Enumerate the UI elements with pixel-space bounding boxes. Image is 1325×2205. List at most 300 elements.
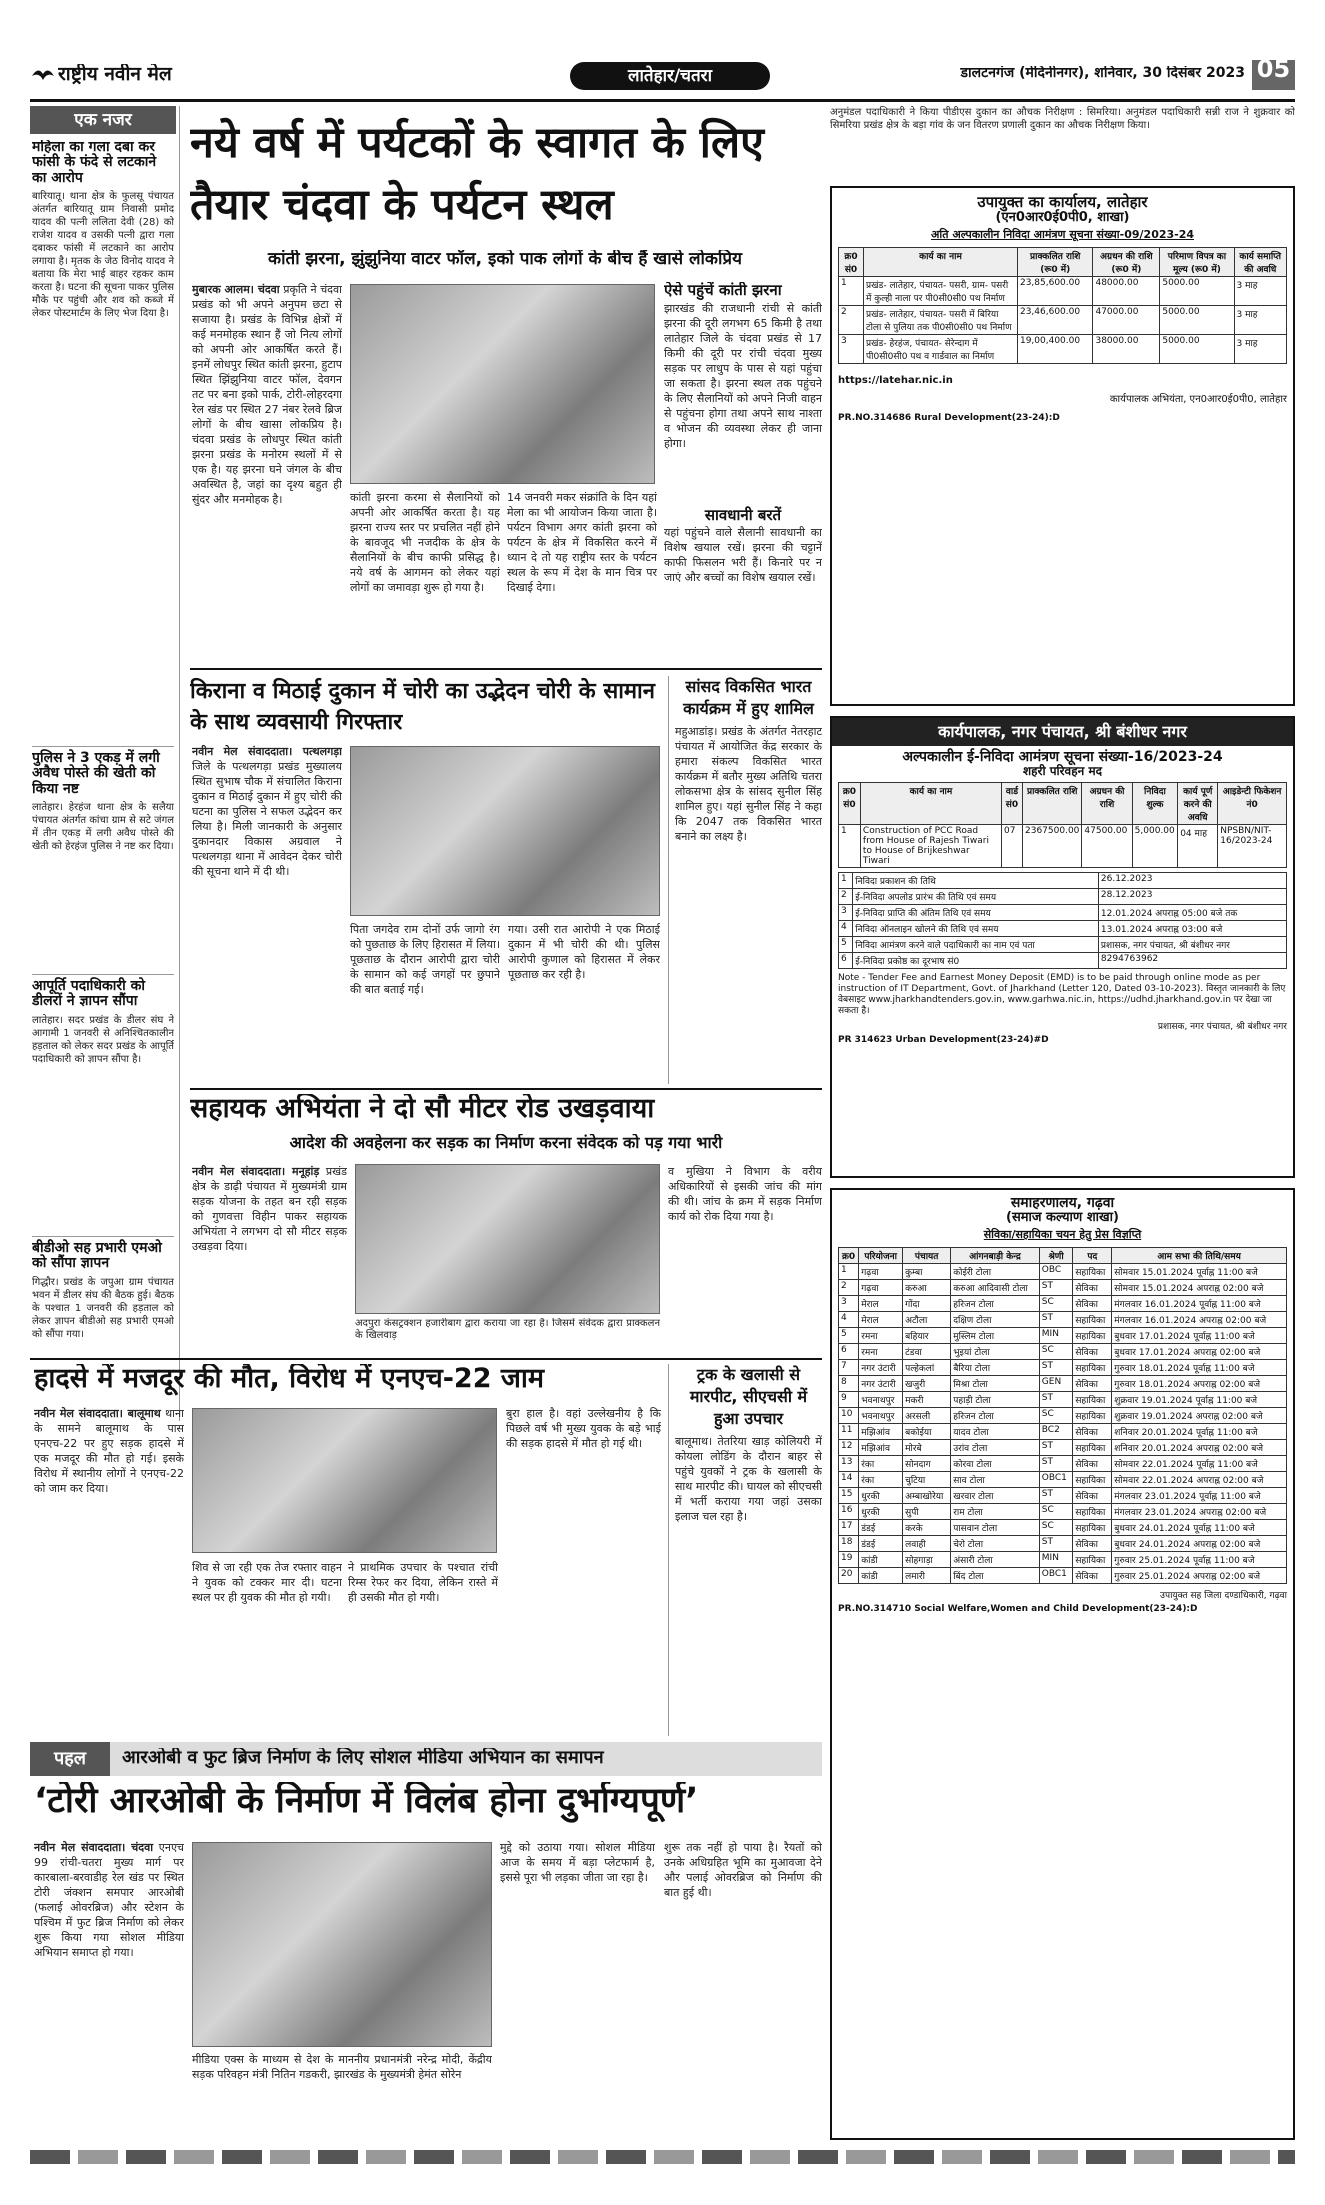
table-cell: कांडी bbox=[859, 1567, 903, 1583]
table-cell: 8 bbox=[839, 1375, 859, 1391]
table-cell: ST bbox=[1039, 1311, 1073, 1327]
table-cell: लमारी bbox=[903, 1567, 951, 1583]
table-cell: ST bbox=[1039, 1359, 1073, 1375]
sidebar-body: झारखंड की राजधानी रांची से कांती झरना की दूरी लगभग 65 किमी है तथा लातेहार जिले के चंदवा प्रखंड से 17 किमी की दूरी पर रांची चंदवा मुख्य सड़क पर लाधुप के पास से यहां पहुंचा जा सकता है। झरना स्थल तक पहुंचने के लिए सैलानियों को अपने निजी वाहन से पहुंचना होगा तथा अपने साथ नाश्ता व भोजन की व्यवस्था लेकर ही जाना होगा। bbox=[664, 301, 822, 450]
table-cell: 12.01.2024 अपराह्न 05:00 बजे तक bbox=[1098, 905, 1286, 921]
pr-number: PR.NO.314710 Social Welfare,Women and Child Development(23-24):D bbox=[838, 1603, 1198, 1614]
table-cell: गोंदा bbox=[903, 1295, 951, 1311]
pahal-body3: शुरू तक नहीं हो पाया है। रैयतों को उनके अधिग्रहित भूमि का मुआवजा देने और पलाई ओवरब्रिज को निर्माण की बात हुई थी। bbox=[664, 1841, 822, 1899]
table-cell: मझिआंव bbox=[859, 1423, 903, 1439]
table-cell: हरिजन टोला bbox=[951, 1295, 1040, 1311]
table-cell: भवनाथपुर bbox=[859, 1407, 903, 1423]
table-cell: रंका bbox=[859, 1455, 903, 1471]
table-cell: 26.12.2023 bbox=[1098, 873, 1286, 889]
table-cell: शुक्रवार 19.01.2024 अपराह्न 02:00 बजे bbox=[1112, 1407, 1287, 1423]
table-cell: 23,46,600.00 bbox=[1017, 305, 1093, 334]
table-cell: मझिआंव bbox=[859, 1439, 903, 1455]
divider bbox=[190, 1088, 822, 1090]
theft-body2: पिता जगदेव राम दोनों उर्फ जागो रंग को पुछताछ के लिए हिरासत में लिया। पूछताछ के दौरान आरोपी द्वारा चोरी के सामान को कई जगहों पर छुपाने की बात बताई गई। bbox=[350, 923, 500, 996]
table-cell: कोरवा टोला bbox=[951, 1455, 1040, 1471]
table-cell: 3 माह bbox=[1234, 305, 1287, 334]
table-header: कार्य का नाम bbox=[860, 783, 1001, 825]
table-cell: 2367500.00 bbox=[1023, 825, 1082, 868]
truck-story bbox=[668, 1364, 822, 1736]
table-cell: शनिवार 20.01.2024 पूर्वाह्न 11:00 बजे bbox=[1112, 1423, 1287, 1439]
table-cell: दक्षिण टोला bbox=[951, 1311, 1040, 1327]
table-cell: डंडई bbox=[859, 1535, 903, 1551]
table-cell: बुधवार 24.01.2024 अपराह्न 02:00 बजे bbox=[1112, 1535, 1287, 1551]
table-cell: भवनाथपुर bbox=[859, 1391, 903, 1407]
pahal-strapline: आरओबी व फुट ब्रिज निर्माण के लिए सोशल मीडिया अभियान का समापन bbox=[122, 1748, 604, 1768]
table-cell: यादव टोला bbox=[951, 1423, 1040, 1439]
table-row bbox=[839, 305, 1287, 334]
ad-top-lead: अनुमंडल पदाधिकारी ने किया पीडीएस दुकान का औचक निरीक्षण : सिमरिया। अनुमंडल पदाधिकारी सन्नी राज ने शुक्रवार को सिमरिया प्रखंड क्षेत्र के बड़ा गांव के जन वितरण प्रणाली दुकान का औचक निरीक्षण किया। bbox=[830, 107, 1295, 131]
table-cell: 5 bbox=[839, 1327, 859, 1343]
table-cell: 19 bbox=[839, 1551, 859, 1567]
table-cell: सेविका bbox=[1073, 1567, 1112, 1583]
table-cell: शनिवार 20.01.2024 अपराह्न 02:00 बजे bbox=[1112, 1439, 1287, 1455]
table-row bbox=[839, 937, 1287, 953]
table-row bbox=[839, 1311, 1287, 1327]
lead-body2: कांती झरना करमा से सैलानियों को अपनी ओर आकर्षित करता है। यह झरना राज्य स्तर पर प्रचलित नहीं होने के बावजूद भी नजदीक के क्षेत्र के सैलानियों के बीच काफी प्रसिद्ध है। नये वर्ष के आगमन को लेकर यहां लोगों का जमावड़ा शुरू हो गया है। bbox=[350, 491, 500, 594]
signature: प्रशासक, नगर पंचायत, श्री बंशीधर नगर bbox=[1157, 1022, 1287, 1033]
accident-photo bbox=[192, 1408, 497, 1553]
pahal-photo bbox=[192, 1842, 492, 2047]
office-name: उपायुक्त का कार्यालय, लातेहार bbox=[977, 193, 1148, 211]
theft-body3: गया। उसी रात आरोपी ने एक मिठाई दुकान में भी चोरी की थी। पुलिस आरोपी कुणाल को हिरासत में लेकर पूछताछ कर रही है। bbox=[508, 923, 660, 981]
table-header: परिमाण विपत्र का मूल्य (रू0 में) bbox=[1160, 247, 1234, 276]
table-cell: डंडई bbox=[859, 1519, 903, 1535]
lead-subhead: कांती झरना, झुंझुनिया वाटर फॉल, इको पाक लोगों के बीच हैं खासे लोकप्रिय bbox=[268, 250, 742, 269]
table-row bbox=[839, 889, 1287, 905]
table-cell: SC bbox=[1039, 1295, 1073, 1311]
page-number: 05 bbox=[1252, 60, 1295, 90]
table-cell: 3 bbox=[839, 1295, 859, 1311]
table-cell: BC2 bbox=[1039, 1423, 1073, 1439]
table-cell: 6 bbox=[839, 953, 853, 969]
table-cell: खजुरी bbox=[903, 1375, 951, 1391]
table-cell: सोमवार 15.01.2024 अपराह्न 02:00 बजे bbox=[1112, 1279, 1287, 1295]
lead-byline: मुबारक आलम। चंदवा bbox=[192, 283, 280, 296]
pahal-byline: नवीन मेल संवाददाता। चंदवा bbox=[34, 1841, 154, 1854]
table-cell: सेविका bbox=[1073, 1343, 1112, 1359]
item-title: आपूर्ति पदाधिकारी को डीलरों ने ज्ञापन सौंपा bbox=[32, 978, 145, 1010]
recruitment-ad-garhwa bbox=[830, 1188, 1295, 2140]
table-cell: 4 bbox=[839, 921, 853, 937]
table-cell: मिश्रा टोला bbox=[951, 1375, 1040, 1391]
table-cell: पल्हेकलां bbox=[903, 1359, 951, 1375]
table-cell: निविदा प्रकाशन की तिथि bbox=[853, 873, 1099, 889]
table-cell: 13 bbox=[839, 1455, 859, 1471]
table-cell: कोईरी टोला bbox=[951, 1263, 1040, 1279]
table-cell: 1 bbox=[839, 873, 853, 889]
table-cell: साव टोला bbox=[951, 1471, 1040, 1487]
table-cell: 5000.00 bbox=[1160, 334, 1234, 363]
table-cell: सेविका bbox=[1073, 1375, 1112, 1391]
table-row bbox=[839, 825, 1287, 868]
table-header: प्राक्कलित राशि bbox=[1023, 783, 1082, 825]
divider bbox=[190, 668, 822, 670]
table-cell: ST bbox=[1039, 1535, 1073, 1551]
table-cell: SC bbox=[1039, 1343, 1073, 1359]
table-cell: 1 bbox=[839, 1263, 859, 1279]
table-cell: अटौला bbox=[903, 1311, 951, 1327]
table-cell: 5000.00 bbox=[1160, 305, 1234, 334]
table-row bbox=[839, 921, 1287, 937]
table-cell: MIN bbox=[1039, 1327, 1073, 1343]
table-cell: सेविका bbox=[1073, 1455, 1112, 1471]
mp-body: महुआडांड़। प्रखंड के अंतर्गत नेतरहाट पंचायत में आयोजित केंद्र सरकार के हमारा संकल्प विकसित भारत कार्यक्रम में बतौर मुख्य अतिथि चतरा लोकसभा क्षेत्र के सांसद सुनील सिंह शामिल हुए। यहां सुनील सिंह ने कहा कि 2047 तक विकसित भारत बनाने का लक्ष्य है। bbox=[675, 725, 822, 843]
table-cell: 2 bbox=[839, 305, 864, 334]
table-cell: 5,000.00 bbox=[1132, 825, 1178, 868]
lead-headline: नये वर्ष में पर्यटकों के स्वागत के लिए तैयार चंदवा के पर्यटन स्थल bbox=[190, 118, 764, 230]
table-cell: ई-निविदा प्राप्ति की अंतिम तिथि एवं समय bbox=[853, 905, 1099, 921]
pahal-headline: ‘टोरी आरओबी के निर्माण में विलंब होना दुर्भाग्यपूर्ण’ bbox=[34, 1782, 699, 1821]
theft-headline: किराना व मिठाई दुकान में चोरी का उद्भेदन चोरी के सामान के साथ व्यवसायी गिरफ्तार bbox=[190, 679, 655, 735]
table-cell: धुरकी bbox=[859, 1487, 903, 1503]
table-cell: सहायिका bbox=[1073, 1327, 1112, 1343]
table-row bbox=[839, 1279, 1287, 1295]
pr-number: PR.NO.314686 Rural Development(23-24):D bbox=[838, 412, 1060, 423]
tender-note: Note - Tender Fee and Earnest Money Deposit (EMD) is to be paid through online mode as per instruction of IT Department, Govt. of Jharkhand (Letter 120, Dated 03-10-2023). विस्तृत जानकारी के लिए वेबसाइट www.jharkhandtenders.gov.in, www.garhwa.nic.in, https://udhd.jharkhand.gov.in पर देखा जा सकता है। bbox=[838, 973, 1286, 1017]
table-cell: 3 माह bbox=[1234, 334, 1287, 363]
lead-photo bbox=[350, 284, 655, 484]
pahal-body2: मुद्दे को उठाया गया। सोशल मीडिया आज के समय में बड़ा प्लेटफार्म है, इससे पूरा भी लड़का जीता जा रहा है। bbox=[500, 1841, 655, 1884]
table-row bbox=[839, 1327, 1287, 1343]
table-cell: 1 bbox=[839, 276, 864, 305]
table-cell: बिंद टोला bbox=[951, 1567, 1040, 1583]
table-header: प्राक्कलित राशि (रू0 में) bbox=[1017, 247, 1093, 276]
table-header: क्र0 सं0 bbox=[839, 783, 861, 825]
table-cell: अम्बाखोरेया bbox=[903, 1487, 951, 1503]
table-row bbox=[839, 334, 1287, 363]
table-cell: गुरुवार 18.01.2024 पूर्वाह्न 11:00 बजे bbox=[1112, 1359, 1287, 1375]
table-cell: 47000.00 bbox=[1093, 305, 1160, 334]
road-body1: प्रखंड क्षेत्र के डाढ़ी पंचायत में मुख्यमंत्री ग्राम सड़क योजना के तहत बन रही सड़क को गुणवत्ता विहीन पाकर सहायक अभियंता ने लगभग दो सौ मीटर सड़क उखड़वा दिया। bbox=[192, 1165, 347, 1253]
table-cell: प्रखंड- हेरहंज, पंचायत- सेरेन्दाग में पी0सी0सी0 पथ व गार्डवाल का निर्माण bbox=[864, 334, 1018, 363]
pahal-caption: मीडिया एक्स के माध्यम से देश के माननीय प्रधानमंत्री नरेन्द्र मोदी, केंद्रीय सड़क परिवहन मंत्री नितिन गडकरी, झारखंड के मुख्यमंत्री हेमंत सोरेन bbox=[192, 2053, 492, 2081]
pahal-strap bbox=[30, 1742, 822, 1776]
table-cell: 10 bbox=[839, 1407, 859, 1423]
table-cell: ST bbox=[1039, 1279, 1073, 1295]
theft-body1: जिले के पत्थलगड़ा प्रखंड मुख्यालय स्थित सुभाष चौक में संचालित किराना दुकान व मिठाई दुकान में हुए चोरी की घटना का पुलिस ने सफल उद्भेदन कर लिया है। मिली जानकारी के अनुसार दुकानदार विकास अग्रवाल ने पत्थलगड़ा थाना में आवेदन देकर चोरी की सूचना थाने में दी थी। bbox=[192, 760, 342, 878]
table-cell: निविदा आमंत्रण करने वाले पदाधिकारी का नाम एवं पता bbox=[853, 937, 1099, 953]
accident-body3: ने प्राथमिक उपचार के पश्चात रांची रिम्स रेफर कर दिया, लेकिन रास्ते में ही उसकी मौत हो गयी। bbox=[348, 1561, 498, 1604]
table-cell: पासवान टोला bbox=[951, 1519, 1040, 1535]
table-header: पंचायत bbox=[903, 1247, 951, 1263]
table-header: कार्य का नाम bbox=[864, 247, 1018, 276]
table-row bbox=[839, 1535, 1287, 1551]
road-subhead: आदेश की अवहेलना कर सड़क का निर्माण करना संवेदक को पड़ गया भारी bbox=[289, 1134, 723, 1152]
theft-byline: नवीन मेल संवाददाता। पत्थलगड़ा bbox=[192, 745, 342, 758]
office-branch: (एन0आर0ई0पी0, शाखा) bbox=[995, 209, 1130, 225]
truck-headline: ट्रक के खलासी से मारपीट, सीएचसी में हुआ उपचार bbox=[689, 1365, 808, 1428]
signature: उपायुक्त सह जिला दण्डाधिकारी, गढ़वा bbox=[1160, 1590, 1287, 1601]
table-cell: बहियार bbox=[903, 1327, 951, 1343]
table-cell: 48000.00 bbox=[1093, 276, 1160, 305]
mp-story bbox=[668, 676, 822, 1084]
pahal-tag: पहल bbox=[30, 1742, 110, 1776]
table-cell: भुइयां टोला bbox=[951, 1343, 1040, 1359]
accident-byline: नवीन मेल संवाददाता। बालूमाथ bbox=[34, 1407, 161, 1420]
table-cell: बुधवार 17.01.2024 पूर्वाह्न 11:00 बजे bbox=[1112, 1327, 1287, 1343]
table-row bbox=[839, 873, 1287, 889]
table-cell: सहायिका bbox=[1073, 1503, 1112, 1519]
notice-sub: शहरी परिवहन मद bbox=[1023, 763, 1102, 778]
table-row bbox=[839, 1375, 1287, 1391]
theft-col1 bbox=[192, 744, 342, 1084]
tender-table bbox=[838, 247, 1287, 364]
table-cell: ST bbox=[1039, 1455, 1073, 1471]
bird-logo-icon bbox=[32, 66, 54, 82]
table-cell: 17 bbox=[839, 1519, 859, 1535]
road-caption: अदपुरा कंसट्रक्शन हजारीबाग द्वारा कराया जा रहा है। जिसमें संवेदक द्वारा प्राक्कलन के खिलवाड़ bbox=[355, 1318, 660, 1341]
table-cell: 47500.00 bbox=[1082, 825, 1132, 868]
item-title: बीडीओ सह प्रभारी एमओ को सौंपा ज्ञापन bbox=[32, 1240, 162, 1272]
accident-body2: शिव से जा रही एक तेज रफ्तार वाहन ने युवक को टक्कर मार दी। घटना स्थल पर ही युवक की मौत हो गयी। bbox=[192, 1561, 342, 1604]
table-cell: कुम्बा bbox=[903, 1263, 951, 1279]
section-tag: लातेहार/चतरा bbox=[570, 62, 770, 90]
table-cell: सेविका bbox=[1073, 1487, 1112, 1503]
table-header: श्रेणी bbox=[1039, 1247, 1073, 1263]
table-row bbox=[839, 1567, 1287, 1583]
table-cell: ई-निविदा अपलोड प्रारंभ की तिथि एवं समय bbox=[853, 889, 1099, 905]
table-header: अग्रधन की राशि (रू0 में) bbox=[1093, 247, 1160, 276]
table-header: परियोजना bbox=[859, 1247, 903, 1263]
table-cell: 12 bbox=[839, 1439, 859, 1455]
table-row bbox=[839, 953, 1287, 969]
table-cell: करुआ आदिवासी टोला bbox=[951, 1279, 1040, 1295]
table-cell: मंगलवार 23.01.2024 पूर्वाह्न 11:00 बजे bbox=[1112, 1487, 1287, 1503]
ek-nazar-item bbox=[32, 140, 174, 660]
tender-ad-latehar bbox=[830, 186, 1295, 706]
tender-ad-nagar bbox=[830, 716, 1295, 1178]
pahal-col1 bbox=[34, 1840, 184, 2140]
accident-headline: हादसे में मजदूर की मौत, विरोध में एनएच-22 जाम bbox=[34, 1364, 545, 1394]
table-cell: मोरबे bbox=[903, 1439, 951, 1455]
table-cell: मकरी bbox=[903, 1391, 951, 1407]
mp-headline: सांसद विकसित भारत कार्यक्रम में हुए शामिल bbox=[683, 677, 814, 718]
table-cell: बुधवार 17.01.2024 अपराह्न 02:00 बजे bbox=[1112, 1343, 1287, 1359]
table-row bbox=[839, 1407, 1287, 1423]
table-row bbox=[839, 1343, 1287, 1359]
table-cell: 8294763962 bbox=[1098, 953, 1286, 969]
table-cell: गुरुवार 25.01.2024 पूर्वाह्न 11:00 बजे bbox=[1112, 1551, 1287, 1567]
road-body2: व मुखिया ने विभाग के वरीय अधिकारियों से इसकी जांच की मांग की थी। जांच के क्रम में सड़क निर्माण कार्य को रोक दिया गया है। bbox=[668, 1165, 822, 1223]
table-cell: OBC bbox=[1039, 1263, 1073, 1279]
table-cell: 5 bbox=[839, 937, 853, 953]
theft-photo bbox=[350, 746, 660, 916]
table-header: वार्ड सं0 bbox=[1001, 783, 1022, 825]
table-cell: 4 bbox=[839, 1311, 859, 1327]
table-cell: राम टोला bbox=[951, 1503, 1040, 1519]
table-row bbox=[839, 905, 1287, 921]
table-row bbox=[839, 1439, 1287, 1455]
table-cell: 9 bbox=[839, 1391, 859, 1407]
table-cell: NPSBN/NIT-16/2023-24 bbox=[1218, 825, 1287, 868]
table-cell: चुटिया bbox=[903, 1471, 951, 1487]
lead-col1 bbox=[192, 282, 342, 662]
table-cell: 04 माह bbox=[1178, 825, 1218, 868]
table-cell: सहायिका bbox=[1073, 1439, 1112, 1455]
table-row bbox=[839, 1551, 1287, 1567]
table-cell: अंसारी टोला bbox=[951, 1551, 1040, 1567]
table-cell: गुरुवार 18.01.2024 अपराह्न 02:00 बजे bbox=[1112, 1375, 1287, 1391]
item-body: लातेहार। सदर प्रखंड के डीलर संघ ने आगामी 1 जनवरी से अनिश्चितकालीन हड़ताल को लेकर सदर प्रखंड के आपूर्ति पदाधिकारी को ज्ञापन सौंपा है। bbox=[32, 1014, 174, 1065]
table-row bbox=[839, 1471, 1287, 1487]
table-cell: OBC1 bbox=[1039, 1567, 1073, 1583]
office-name: कार्यपालक, नगर पंचायत, श्री बंशीधर नगर bbox=[832, 718, 1293, 746]
office-name: समाहरणालय, गढ़वा bbox=[1010, 1195, 1115, 1211]
table-cell: सेविका bbox=[1073, 1535, 1112, 1551]
item-title: महिला का गला दबा कर फांसी के फंदे से लटकाने का आरोप bbox=[32, 140, 157, 186]
table-cell: बुधवार 24.01.2024 पूर्वाह्न 11:00 बजे bbox=[1112, 1519, 1287, 1535]
table-cell: 38000.00 bbox=[1093, 334, 1160, 363]
dateline: डालटनगंज (मेदिनीनगर), शनिवार, 30 दिसंबर 2023 bbox=[960, 66, 1245, 81]
road-headline: सहायक अभियंता ने दो सौ मीटर रोड उखड़वाया bbox=[190, 1094, 655, 1124]
table-header: अग्रधन की राशि bbox=[1082, 783, 1132, 825]
table-cell: 16 bbox=[839, 1503, 859, 1519]
table-cell: सोमवार 22.01.2024 अपराह्न 02:00 बजे bbox=[1112, 1471, 1287, 1487]
table-header: क्र0 सं0 bbox=[839, 247, 864, 276]
website-link[interactable]: https://latehar.nic.in bbox=[838, 374, 953, 386]
table-header: आम सभा की तिथि/समय bbox=[1112, 1247, 1287, 1263]
table-cell: खरवार टोला bbox=[951, 1487, 1040, 1503]
table-row bbox=[839, 1263, 1287, 1279]
table-cell: पहाड़ी टोला bbox=[951, 1391, 1040, 1407]
item-title: पुलिस ने 3 एकड़ में लगी अवैध पोस्ते की खेती को किया नष्ट bbox=[32, 750, 160, 797]
table-cell: उरांव टोला bbox=[951, 1439, 1040, 1455]
table-cell: 2 bbox=[839, 889, 853, 905]
table-cell: MIN bbox=[1039, 1551, 1073, 1567]
road-photo bbox=[355, 1164, 660, 1314]
table-cell: सहायिका bbox=[1073, 1519, 1112, 1535]
signature: कार्यपालक अभियंता, एन0आर0ई0पी0, लातेहार bbox=[1109, 393, 1287, 405]
accident-col1 bbox=[34, 1406, 184, 1736]
table-cell: सहायिका bbox=[1073, 1359, 1112, 1375]
table-row bbox=[839, 1391, 1287, 1407]
item-body: बारियातू। थाना क्षेत्र के फुलसू पंचायत अंतर्गत बारियातू ग्राम निवासी प्रमोद यादव की पत्नी ललिता देवी (28) को राजेश यादव व उसकी पत्नी द्वारा गला दबाकर फांसी में लटकाने का आरोप लगाया है। मृतक के जेठ विनोद यादव ने बताया कि मेरा भाई बाहर रहकर काम करता है। घटना की सूचना पाकर पुलिस मौके पर पहुंची और शव को कब्जे में लेकर पोस्टमार्टम के लिए भेज दिया है। bbox=[32, 191, 174, 320]
table-header: क्र0 bbox=[839, 1247, 859, 1263]
table-cell: नगर उंटारी bbox=[859, 1359, 903, 1375]
table-cell: 3 bbox=[839, 905, 853, 921]
table-row bbox=[839, 1455, 1287, 1471]
table-cell: 1 bbox=[839, 825, 861, 868]
pahal-body1: एनएच 99 रांची-चतरा मुख्य मार्ग पर कारबाला-बरवाडीह रेल खंड पर स्थित टोरी जंक्शन समपार आरओबी (फलाई ओवरब्रिज) और स्टेशन के पश्चिम में फुट ब्रिज निर्माण को लेकर शुरू किया गया सोशल मीडिया अभियान समाप्त हो गया। bbox=[34, 1841, 184, 1959]
item-body: गिद्धौर। प्रखंड के जपुआ ग्राम पंचायत भवन में डीलर संघ की बैठक हुई। बैठक के पश्चात 1 जनवरी की हड़ताल को लेकर ज्ञापन बीडीओ सह प्रभारी एमओ को सौंपा गया। bbox=[32, 1276, 174, 1340]
table-cell: गढ़वा bbox=[859, 1279, 903, 1295]
lead-body1: प्रकृति ने चंदवा प्रखंड को भी अपने अनुपम छटा से सजाया है। प्रखंड के विभिन्न क्षेत्रों में कई मनमोहक स्थान हैं जो नित्य लोगों को अपनी ओर आकर्षित करते हैं। इनमें लोधपुर स्थित कांती झरना, हुटाप स्थित झिंझुनिया वाटर फॉल, देवगन तट पर बना इको पार्क, टोरी-लोहरदगा रेल खंड पर स्थित 27 नंबर रेलवे ब्रिज लोगों के बीच खासा लोकप्रिय है। चंदवा प्रखंड के लोधपुर स्थित कांती झरना प्रखंड के मनोरम स्थलों में से एक है। यह झरना घने जंगल के बीच अवस्थित है, जहां का दृश्य बहुत ही सुंदर और मनमोहक है। bbox=[192, 283, 342, 506]
table-cell: धुरकी bbox=[859, 1503, 903, 1519]
truck-body: बालूमाथ। तेतरिया खाड़ कोलियरी में कोयला लोडिंग के दौरान बाहर से पहुंचे युवकों ने ट्रक के खलासी के साथ मारपीट की। घायल को सीएचसी में भर्ती कराया गया जहां उसका इलाज चल रहा है। bbox=[675, 1435, 822, 1523]
table-cell: प्रखंड- लातेहार, पंचायत- पसरी, ग्राम- पसरी में कुल्ही नाला पर पी0सी0सी0 पथ निर्माण bbox=[864, 276, 1018, 305]
table-cell: 3 bbox=[839, 334, 864, 363]
table-cell: मेराल bbox=[859, 1295, 903, 1311]
recruitment-table bbox=[838, 1247, 1287, 1584]
table-cell: सेविका bbox=[1073, 1295, 1112, 1311]
table-cell: Construction of PCC Road from House of Rajesh Tiwari to House of Brijkeshwar Tiwari bbox=[860, 825, 1001, 868]
brand-name: राष्ट्रीय नवीन मेल bbox=[58, 64, 172, 85]
accident-body1: थाना के सामने बालूमाथ के पास एनएच-22 पर हुए सड़क हादसे में एक मजदूर की मौत हो गई। इसके विरोध में स्थानीय लोगों ने एनएच-22 को जाम कर दिया। bbox=[34, 1407, 184, 1495]
table-row bbox=[839, 1487, 1287, 1503]
masthead-rule bbox=[30, 99, 1295, 102]
table-cell: गढ़वा bbox=[859, 1263, 903, 1279]
notice-title: सेविका/सहायिका चयन हेतु प्रेस विज्ञप्ति bbox=[983, 1227, 1142, 1241]
table-cell: सेविका bbox=[1073, 1279, 1112, 1295]
table-cell: 3 माह bbox=[1234, 276, 1287, 305]
table-cell: सुपी bbox=[903, 1503, 951, 1519]
table-cell: 6 bbox=[839, 1343, 859, 1359]
table-cell: लवाही bbox=[903, 1535, 951, 1551]
table-header: कार्य पूर्ण करने की अवधि bbox=[1178, 783, 1218, 825]
table-cell: सहायिका bbox=[1073, 1407, 1112, 1423]
accident-body4: बुरा हाल है। वहां उल्लेखनीय है कि पिछले वर्ष भी मुख्य युवक के बड़े भाई की सड़क हादसे में मौत हो गई थी। bbox=[506, 1407, 661, 1450]
table-cell: निविदा ऑनलाइन खोलने की तिथि एवं समय bbox=[853, 921, 1099, 937]
table-cell: 07 bbox=[1001, 825, 1022, 868]
masthead bbox=[30, 60, 1295, 98]
caution-heading: सावधानी बरतें bbox=[704, 505, 782, 524]
table-row bbox=[839, 276, 1287, 305]
table-cell: 28.12.2023 bbox=[1098, 889, 1286, 905]
table-cell: GEN bbox=[1039, 1375, 1073, 1391]
table-cell: 7 bbox=[839, 1359, 859, 1375]
table-row bbox=[839, 1423, 1287, 1439]
table-cell: सेविका bbox=[1073, 1423, 1112, 1439]
ek-nazar-label: एक नजर bbox=[30, 106, 176, 134]
table-cell: 11 bbox=[839, 1423, 859, 1439]
table-cell: हरिजन टोला bbox=[951, 1407, 1040, 1423]
ek-nazar-item bbox=[32, 974, 174, 1229]
item-body: लातेहार। हेरहंज थाना क्षेत्र के सलैया पंचायत अंतर्गत कांचा ग्राम से सटे जंगल में तीन एकड़ में लगी अवैध पोस्ते की खेती को हेरहंज पुलिस ने नष्ट कर दिया। bbox=[32, 802, 174, 853]
table-cell: शुक्रवार 19.01.2024 पूर्वाह्न 11:00 बजे bbox=[1112, 1391, 1287, 1407]
table-cell: SC bbox=[1039, 1407, 1073, 1423]
caution-body: यहां पहुंचने वाले सैलानी सावधानी का विशेष खयाल रखें। झरना की चट्टानें काफी फिसलन भरी हैं। किनारे पर न जाएं और बच्चों का विशेष खयाल रखें। bbox=[664, 526, 822, 584]
table-cell: 14 bbox=[839, 1471, 859, 1487]
office-branch: (समाज कल्याण शाखा) bbox=[1006, 1210, 1119, 1226]
table-cell: 2 bbox=[839, 1279, 859, 1295]
table-cell: ST bbox=[1039, 1487, 1073, 1503]
table-cell: कांडी bbox=[859, 1551, 903, 1567]
table-cell: 15 bbox=[839, 1487, 859, 1503]
table-row bbox=[839, 1295, 1287, 1311]
table-row bbox=[839, 1503, 1287, 1519]
table-header: निविदा शुल्क bbox=[1132, 783, 1178, 825]
table-header: पद bbox=[1073, 1247, 1112, 1263]
table-cell: रमना bbox=[859, 1327, 903, 1343]
table-cell: प्रखंड- लातेहार, पंचायत- पसरी में बिरिया टोला से पुलिया तक पी0सी0सी0 पथ निर्माण bbox=[864, 305, 1018, 334]
lead-sidebar bbox=[664, 282, 822, 662]
table-cell: मंगलवार 16.01.2024 अपराह्न 02:00 बजे bbox=[1112, 1311, 1287, 1327]
table-cell: SC bbox=[1039, 1519, 1073, 1535]
table-cell: टंडवा bbox=[903, 1343, 951, 1359]
table-cell: रंका bbox=[859, 1471, 903, 1487]
table-cell: चेरो टोला bbox=[951, 1535, 1040, 1551]
table-cell: 5000.00 bbox=[1160, 276, 1234, 305]
table-cell: अरसली bbox=[903, 1407, 951, 1423]
road-byline: नवीन मेल संवाददाता। मनूहांड़ bbox=[192, 1165, 320, 1178]
table-cell: SC bbox=[1039, 1503, 1073, 1519]
ek-nazar-item bbox=[32, 746, 174, 966]
table-cell: रमना bbox=[859, 1343, 903, 1359]
table-cell: ST bbox=[1039, 1439, 1073, 1455]
table-cell: सहायिका bbox=[1073, 1263, 1112, 1279]
table-cell: सहायिका bbox=[1073, 1391, 1112, 1407]
table-cell: बकोईया bbox=[903, 1423, 951, 1439]
notice-title: अति अल्पकालीन निविदा आमंत्रण सूचना संख्या-09/2023-24 bbox=[930, 227, 1195, 241]
table-cell: करके bbox=[903, 1519, 951, 1535]
table-cell: बैरिया टोला bbox=[951, 1359, 1040, 1375]
divider bbox=[30, 1358, 822, 1360]
